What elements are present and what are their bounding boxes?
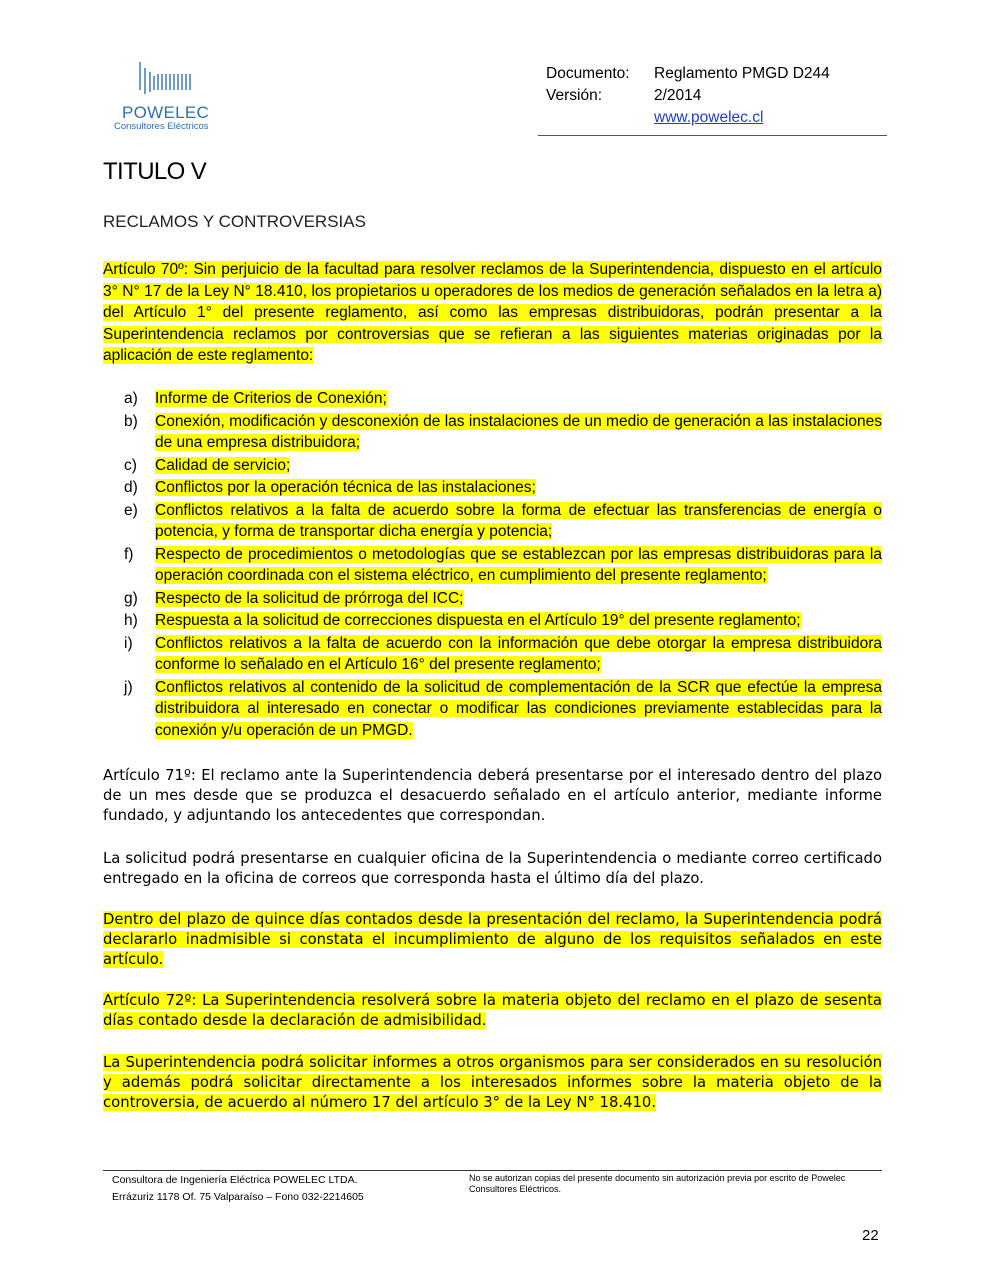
logo-bars-icon <box>135 58 195 102</box>
version-value: 2/2014 <box>654 87 702 104</box>
list-item <box>124 477 882 499</box>
footer-notice: No se autorizan copias del presente documento sin autorización previa por escrito de Powelec Consultores Eléctricos. <box>469 1173 846 1194</box>
list-item-marker: e) <box>124 501 138 519</box>
list-item-text: Conflictos por la operación técnica de las instalaciones; <box>155 479 536 496</box>
footer-address: Errázuriz 1178 Of. 75 Valparaíso – Fono 032-2214605 <box>112 1191 364 1203</box>
list-item-text: Informe de Criterios de Conexión; <box>155 390 387 407</box>
page-title: TITULO V <box>103 158 207 185</box>
paragraph-informes <box>103 1053 882 1112</box>
list-item <box>124 411 882 454</box>
list-item <box>124 500 882 543</box>
list-item <box>124 610 882 632</box>
document-label: Documento: <box>546 65 630 82</box>
paragraph-plazo-text: Dentro del plazo de quince días contados desde la presentación del reclamo, la Superintendencia podrá declararlo inadmisible si constata el incumplimiento de alguno de los requisitos señalados en este artículo. <box>103 911 882 968</box>
list-item <box>124 455 882 477</box>
list-item-marker: f) <box>124 545 134 563</box>
footer-company: Consultora de Ingeniería Eléctrica POWELEC LTDA. <box>112 1174 358 1186</box>
list-item-text: Conflictos relativos a la falta de acuerdo sobre la forma de efectuar las transferencias de energía o potencia, y forma de transportar dicha energía y potencia; <box>155 501 882 540</box>
paragraph-plazo <box>103 910 882 969</box>
list-item-marker: a) <box>124 390 138 407</box>
list-item-text: Conflictos relativos al contenido de la solicitud de complementación de la SCR que efectúe la empresa distribuidora al interesado en conectar o modificar las condiciones previamente establecidas para la conexión y/u operación de un PMGD. <box>155 678 882 739</box>
article-70-text: Artículo 70º: Sin perjuicio de la facultad para resolver reclamos de la Superintendencia, dispuesto en el artículo 3° N° 17 de la Ley N° 18.410, los propietarios u operadores de los medios de generación señalados en la letra a) del Artículo 1° del presente reglamento, así como las empresas distribuidoras, podrán presentar a la Superintendencia reclamos por controversias que se refieran a las siguientes materias originadas por la aplicación de este reglamento: <box>103 261 882 364</box>
article-71-text: Artículo 71º: El reclamo ante la Superintendencia deberá presentarse por el interesado dentro del plazo de un mes desde que se produzca el desacuerdo señalado en el artículo anterior, mediante informe fundado, y adjuntando los antecedentes que correspondan. <box>103 767 882 824</box>
list-item <box>124 633 882 676</box>
logo-name: POWELEC <box>122 103 210 122</box>
paragraph-informes-text: La Superintendencia podrá solicitar informes a otros organismos para ser considerados en su resolución y además podrá solicitar directamente a los interesados informes sobre la materia objeto de la controversia, de acuerdo al número 17 del artículo 3° de la Ley N° 18.410. <box>103 1054 882 1111</box>
paragraph-solicitud <box>103 849 882 889</box>
list-item-text: Conexión, modificación y desconexión de las instalaciones de un medio de generación a las instalaciones de una empresa distribuidora; <box>155 412 882 451</box>
list-item-marker: i) <box>124 634 133 652</box>
list-item-text: Respecto de procedimientos o metodologías que se establezcan por las empresas distribuidoras para la operación coordinada con el sistema eléctrico, en cumplimiento del presente reglamento; <box>155 545 882 584</box>
document-value: Reglamento PMGD D244 <box>654 65 830 82</box>
powelec-logo <box>110 58 240 134</box>
header-divider <box>538 135 887 136</box>
list-item-marker: j) <box>124 678 133 696</box>
list-item-text: Conflictos relativos a la falta de acuerdo con la información que debe otorgar la empresa distribuidora conforme lo señalado en el Artículo 16° del presente reglamento; <box>155 634 882 673</box>
section-subtitle: RECLAMOS Y CONTROVERSIAS <box>103 212 366 231</box>
list-item-text: Calidad de servicio; <box>155 456 291 474</box>
article-70 <box>103 259 882 367</box>
paragraph-solicitud-text: La solicitud podrá presentarse en cualquier oficina de la Superintendencia o mediante correo certificado entregado en la oficina de correos que corresponda hasta el último día del plazo. <box>103 850 882 887</box>
footer-divider <box>103 1170 882 1171</box>
list-item <box>124 544 882 587</box>
list-item-marker: c) <box>124 456 137 474</box>
list-item-marker: d) <box>124 479 138 496</box>
page-number: 22 <box>862 1227 879 1244</box>
list-item-marker: h) <box>124 612 138 629</box>
list-item-text: Respecto de la solicitud de prórroga del ICC; <box>155 589 464 607</box>
footer-company-info <box>112 1172 364 1206</box>
list-item <box>124 388 882 410</box>
matters-list <box>124 388 882 742</box>
list-item-marker: b) <box>124 412 138 430</box>
list-item-marker: g) <box>124 589 138 607</box>
list-item <box>124 677 882 742</box>
article-71 <box>103 766 882 825</box>
article-72-text: Artículo 72º: La Superintendencia resolverá sobre la materia objeto del reclamo en el plazo de sesenta días contado desde la declaración de admisibilidad. <box>103 992 882 1029</box>
logo-subtitle: Consultores Eléctricos <box>114 121 209 132</box>
website-link[interactable]: www.powelec.cl <box>654 109 764 126</box>
version-label: Versión: <box>546 87 603 104</box>
list-item-text: Respuesta a la solicitud de correcciones dispuesta en el Artículo 19° del presente reglamento; <box>155 612 801 629</box>
article-72 <box>103 991 882 1031</box>
list-item <box>124 588 882 610</box>
document-info <box>546 63 830 129</box>
